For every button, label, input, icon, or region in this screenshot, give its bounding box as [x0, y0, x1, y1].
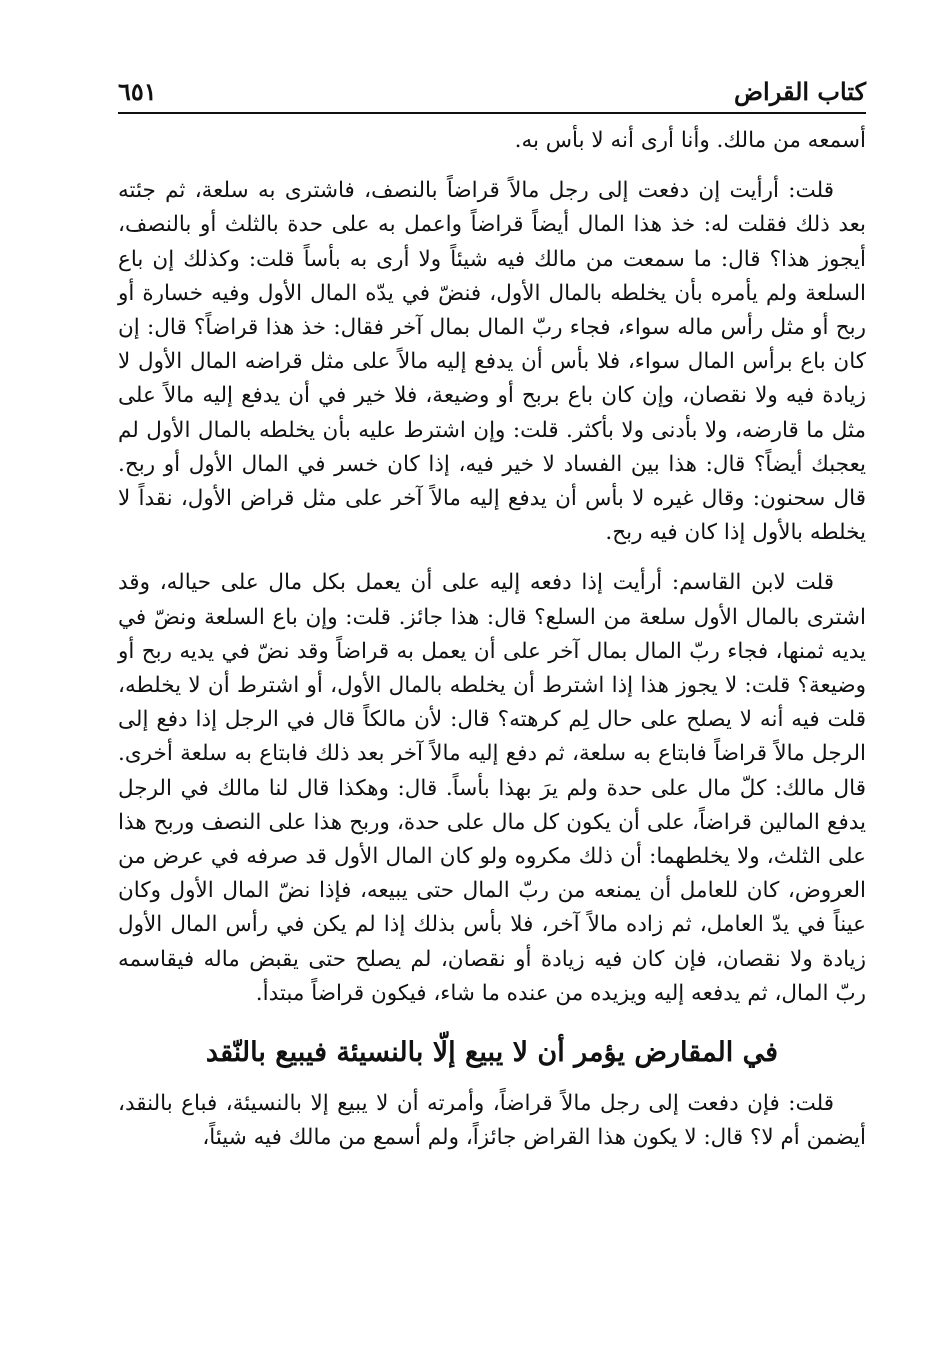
paragraph: قلت لابن القاسم: أرأيت إذا دفعه إليه على أن يعمل بكل مال على حياله، وقد اشترى بالمال الأول سلعة من السلع؟ قال: هذا جائز. قلت: وإن باع السلعة ونضّ في يديه ثمنها، فجاء ربّ المال بمال آخر على أن يعمل به قراضاً وقد نضّ في يديه ربح أو وضيعة؟ قلت: لا يجوز هذا إذا اشترط أن يخلطه بالمال الأول، أو اشترط أن لا يخلطه، قلت فيه أنه لا يصلح على حال لِم كرهته؟ قال: لأن مالكاً قال في الرجل إذا دفع إلى الرجل مالاً قراضاً فابتاع به سلعة، ثم دفع إليه مالاً آخر بعد ذلك فابتاع به سلعة أخرى. قال مالك: كلّ مال على حدة ولم يرَ بهذا بأساً. قال: وهكذا قال لنا مالك في الرجل يدفع المالين قراضاً، على أن يكون كل مال على حدة، وربح هذا على النصف وربح هذا على الثلث، ولا يخلطهما: أن ذلك مكروه ولو كان المال الأول قد صرفه في عرض من العروض، كان للعامل أن يمنعه من ربّ المال حتى يبيعه، فإذا نضّ المال الأول وكان عيناً في يدّ العامل، ثم زاده مالاً آخر، فلا بأس بذلك إذا لم يكن في رأس المال الأول زيادة ولا نقصان، فإن كان فيه زيادة أو نقصان، لم يصلح حتى يقبض ماله فيقاسمه ربّ المال، ثم يدفعه إليه ويزيده من عنده ما شاء، فيكون قراضاً مبتدأ. — [118, 570, 867, 1006]
paragraph-continuation: أسمعه من مالك. وأنا أرى أنه لا بأس به. — [514, 128, 866, 153]
paragraph: قلت: فإن دفعت إلى رجل مالاً قراضاً، وأمرته أن لا يبيع إلا بالنسيئة، فباع بالنقد، أيضمن أم لا؟ قال: لا يكون هذا القراض جائزاً، ولم أسمع من مالك فيه شيئاً، — [118, 1091, 866, 1151]
paragraph: قلت: أرأيت إن دفعت إلى رجل مالاً قراضاً بالنصف، فاشترى به سلعة، ثم جئته بعد ذلك فقلت له: خذ هذا المال أيضاً قراضاً واعمل به على حدة بالثلث أو بالنصف، أيجوز هذا؟ قال: ما سمعت من مالك فيه شيئاً ولا أرى به بأساً قلت: وكذلك إن باع السلعة ولم يأمره بأن يخلطه بالمال الأول، فنضّ في يدّه المال الأول وفيه خسارة أو ربح أو مثل رأس ماله سواء، فجاء ربّ المال بمال آخر فقال: خذ هذا قراضاً؟ قال: إن كان باع برأس المال سواء، فلا بأس أن يدفع إليه مالاً على مثل قراضه المال الأول لا زيادة فيه ولا نقصان، وإن كان باع بربح أو وضيعة، فلا خير في أن يدفع إليه مالاً على مثل ما قارضه، ولا بأدنى ولا بأكثر. قلت: وإن اشترط عليه بأن يخلطه بالمال الأول لم يعجبك أيضاً؟ قال: هذا بين الفساد لا خير فيه، إذا كان خسر في المال الأول أو ربح. قال سحنون: وقال غيره لا بأس أن يدفع إليه مالاً آخر على مثل قراض الأول، نقداً لا يخلطه بالأول إذا كان فيه ربح. — [118, 178, 866, 546]
page-number: ٦٥١ — [118, 77, 157, 106]
page-body — [118, 124, 866, 1155]
section-heading: في المقارض يؤمر أن لا يبيع إلّا بالنسيئة فيبيع بالنّقد — [205, 1037, 779, 1069]
book-title: كتاب القراض — [734, 77, 866, 106]
running-header — [118, 66, 866, 114]
